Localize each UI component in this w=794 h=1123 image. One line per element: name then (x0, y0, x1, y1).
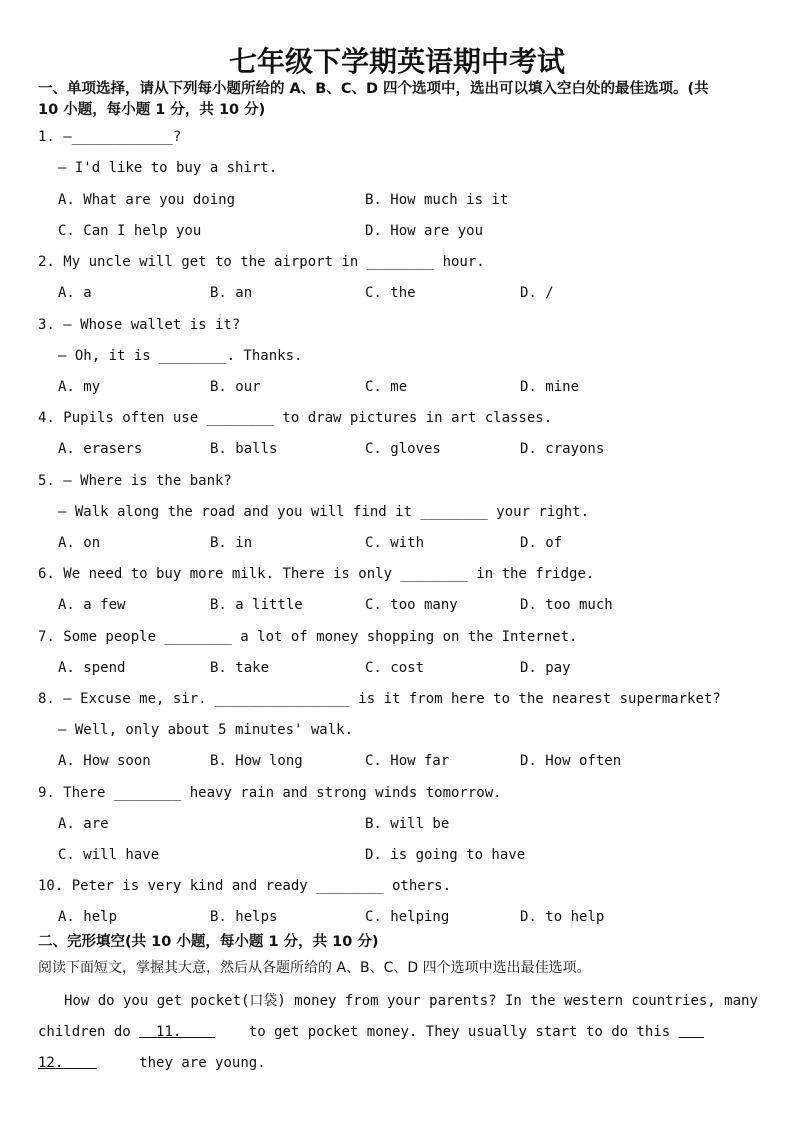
question-6-option-c[interactable]: C. too many (365, 597, 458, 613)
question-10-option-a[interactable]: A. help (58, 909, 118, 925)
passage-line-3 (38, 1054, 266, 1072)
blank-11[interactable] (139, 1024, 215, 1040)
blank-12[interactable] (38, 1055, 97, 1071)
question-1-option-b[interactable]: B. How much is it (365, 192, 509, 208)
question-5-option-a[interactable]: A. on (58, 535, 101, 551)
question-8-reply: — Well, only about 5 minutes' walk. (58, 722, 354, 738)
section-1-heading-cont: 10 小题，每小题 1 分，共 10 分) (38, 102, 266, 118)
passage-text: children do (38, 1024, 131, 1040)
question-3-option-b[interactable]: B. our (210, 379, 261, 395)
question-2-stem: 2. My uncle will get to the airport in ________ hour. (38, 254, 485, 270)
question-9-option-d[interactable]: D. is going to have (365, 847, 526, 863)
passage-text: to get pocket money. They usually start to do this (248, 1024, 671, 1040)
question-9-stem: 9. There ________ heavy rain and strong winds tomorrow. (38, 785, 502, 801)
question-4-option-b[interactable]: B. balls (210, 441, 278, 457)
question-2-option-c[interactable]: C. the (365, 285, 416, 301)
passage-line-1: How do you get pocket(口袋) money from your parents? In the western countries, many (64, 993, 758, 1009)
question-7-stem: 7. Some people ________ a lot of money shopping on the Internet. (38, 629, 578, 645)
passage-text: they are young. (139, 1055, 266, 1071)
question-1-option-c[interactable]: C. Can I help you (58, 223, 202, 239)
page-title: 七年级下学期英语期中考试 (228, 45, 565, 78)
question-5-reply: — Walk along the road and you will find it ________ your right. (58, 504, 590, 520)
question-6-option-d[interactable]: D. too much (520, 597, 613, 613)
question-10-option-c[interactable]: C. helping (365, 909, 450, 925)
question-10-option-b[interactable]: B. helps (210, 909, 278, 925)
question-5-option-d[interactable]: D. of (520, 535, 563, 551)
question-4-stem: 4. Pupils often use ________ to draw pictures in art classes. (38, 410, 553, 426)
question-9-option-b[interactable]: B. will be (365, 816, 450, 832)
question-10-option-d[interactable]: D. to help (520, 909, 605, 925)
question-4-option-c[interactable]: C. gloves (365, 441, 441, 457)
question-6-option-b[interactable]: B. a little (210, 597, 303, 613)
question-4-option-d[interactable]: D. crayons (520, 441, 605, 457)
question-8-option-d[interactable]: D. How often (520, 753, 622, 769)
question-3-option-d[interactable]: D. mine (520, 379, 580, 395)
question-9-option-c[interactable]: C. will have (58, 847, 160, 863)
question-7-option-c[interactable]: C. cost (365, 660, 425, 676)
question-7-option-d[interactable]: D. pay (520, 660, 571, 676)
question-4-option-a[interactable]: A. erasers (58, 441, 143, 457)
question-3-option-a[interactable]: A. my (58, 379, 101, 395)
question-5-option-b[interactable]: B. in (210, 535, 253, 551)
question-1-stem: 1. —____________? (38, 129, 182, 145)
blank-12-number: 12. (38, 1055, 64, 1071)
question-6-stem: 6. We need to buy more milk. There is only ________ in the fridge. (38, 566, 595, 582)
passage-line-2 (38, 1023, 704, 1041)
question-3-reply: — Oh, it is ________. Thanks. (58, 348, 303, 364)
blank-11-number: 11. (156, 1024, 182, 1040)
question-1-option-d[interactable]: D. How are you (365, 223, 484, 239)
question-8-option-c[interactable]: C. How far (365, 753, 450, 769)
question-7-option-b[interactable]: B. take (210, 660, 270, 676)
section-2-instruction: 阅读下面短文，掌握其大意，然后从各题所给的 A、B、C、D 四个选项中选出最佳选项。 (38, 960, 591, 976)
question-9-option-a[interactable]: A. are (58, 816, 109, 832)
question-2-option-d[interactable]: D. / (520, 285, 554, 301)
question-8-option-b[interactable]: B. How long (210, 753, 303, 769)
question-1-reply: — I'd like to buy a shirt. (58, 160, 278, 176)
question-10-stem: 10. Peter is very kind and ready ________ others. (38, 878, 452, 894)
question-6-option-a[interactable]: A. a few (58, 597, 126, 613)
blank-12-leader (679, 1024, 704, 1040)
question-1-option-a[interactable]: A. What are you doing (58, 192, 236, 208)
question-7-option-a[interactable]: A. spend (58, 660, 126, 676)
question-5-option-c[interactable]: C. with (365, 535, 425, 551)
section-1-heading: 一、单项选择，请从下列每小题所给的 A、B、C、D 四个选项中，选出可以填入空白处的最佳选项。(共 (38, 81, 709, 97)
question-2-option-b[interactable]: B. an (210, 285, 253, 301)
section-2-heading: 二、完形填空(共 10 小题，每小题 1 分，共 10 分) (38, 934, 379, 950)
question-8-stem: 8. — Excuse me, sir. ________________ is it from here to the nearest supermarket? (38, 691, 721, 707)
question-5-stem: 5. — Where is the bank? (38, 473, 232, 489)
question-3-option-c[interactable]: C. me (365, 379, 408, 395)
question-2-option-a[interactable]: A. a (58, 285, 92, 301)
question-3-stem: 3. — Whose wallet is it? (38, 317, 241, 333)
question-8-option-a[interactable]: A. How soon (58, 753, 151, 769)
